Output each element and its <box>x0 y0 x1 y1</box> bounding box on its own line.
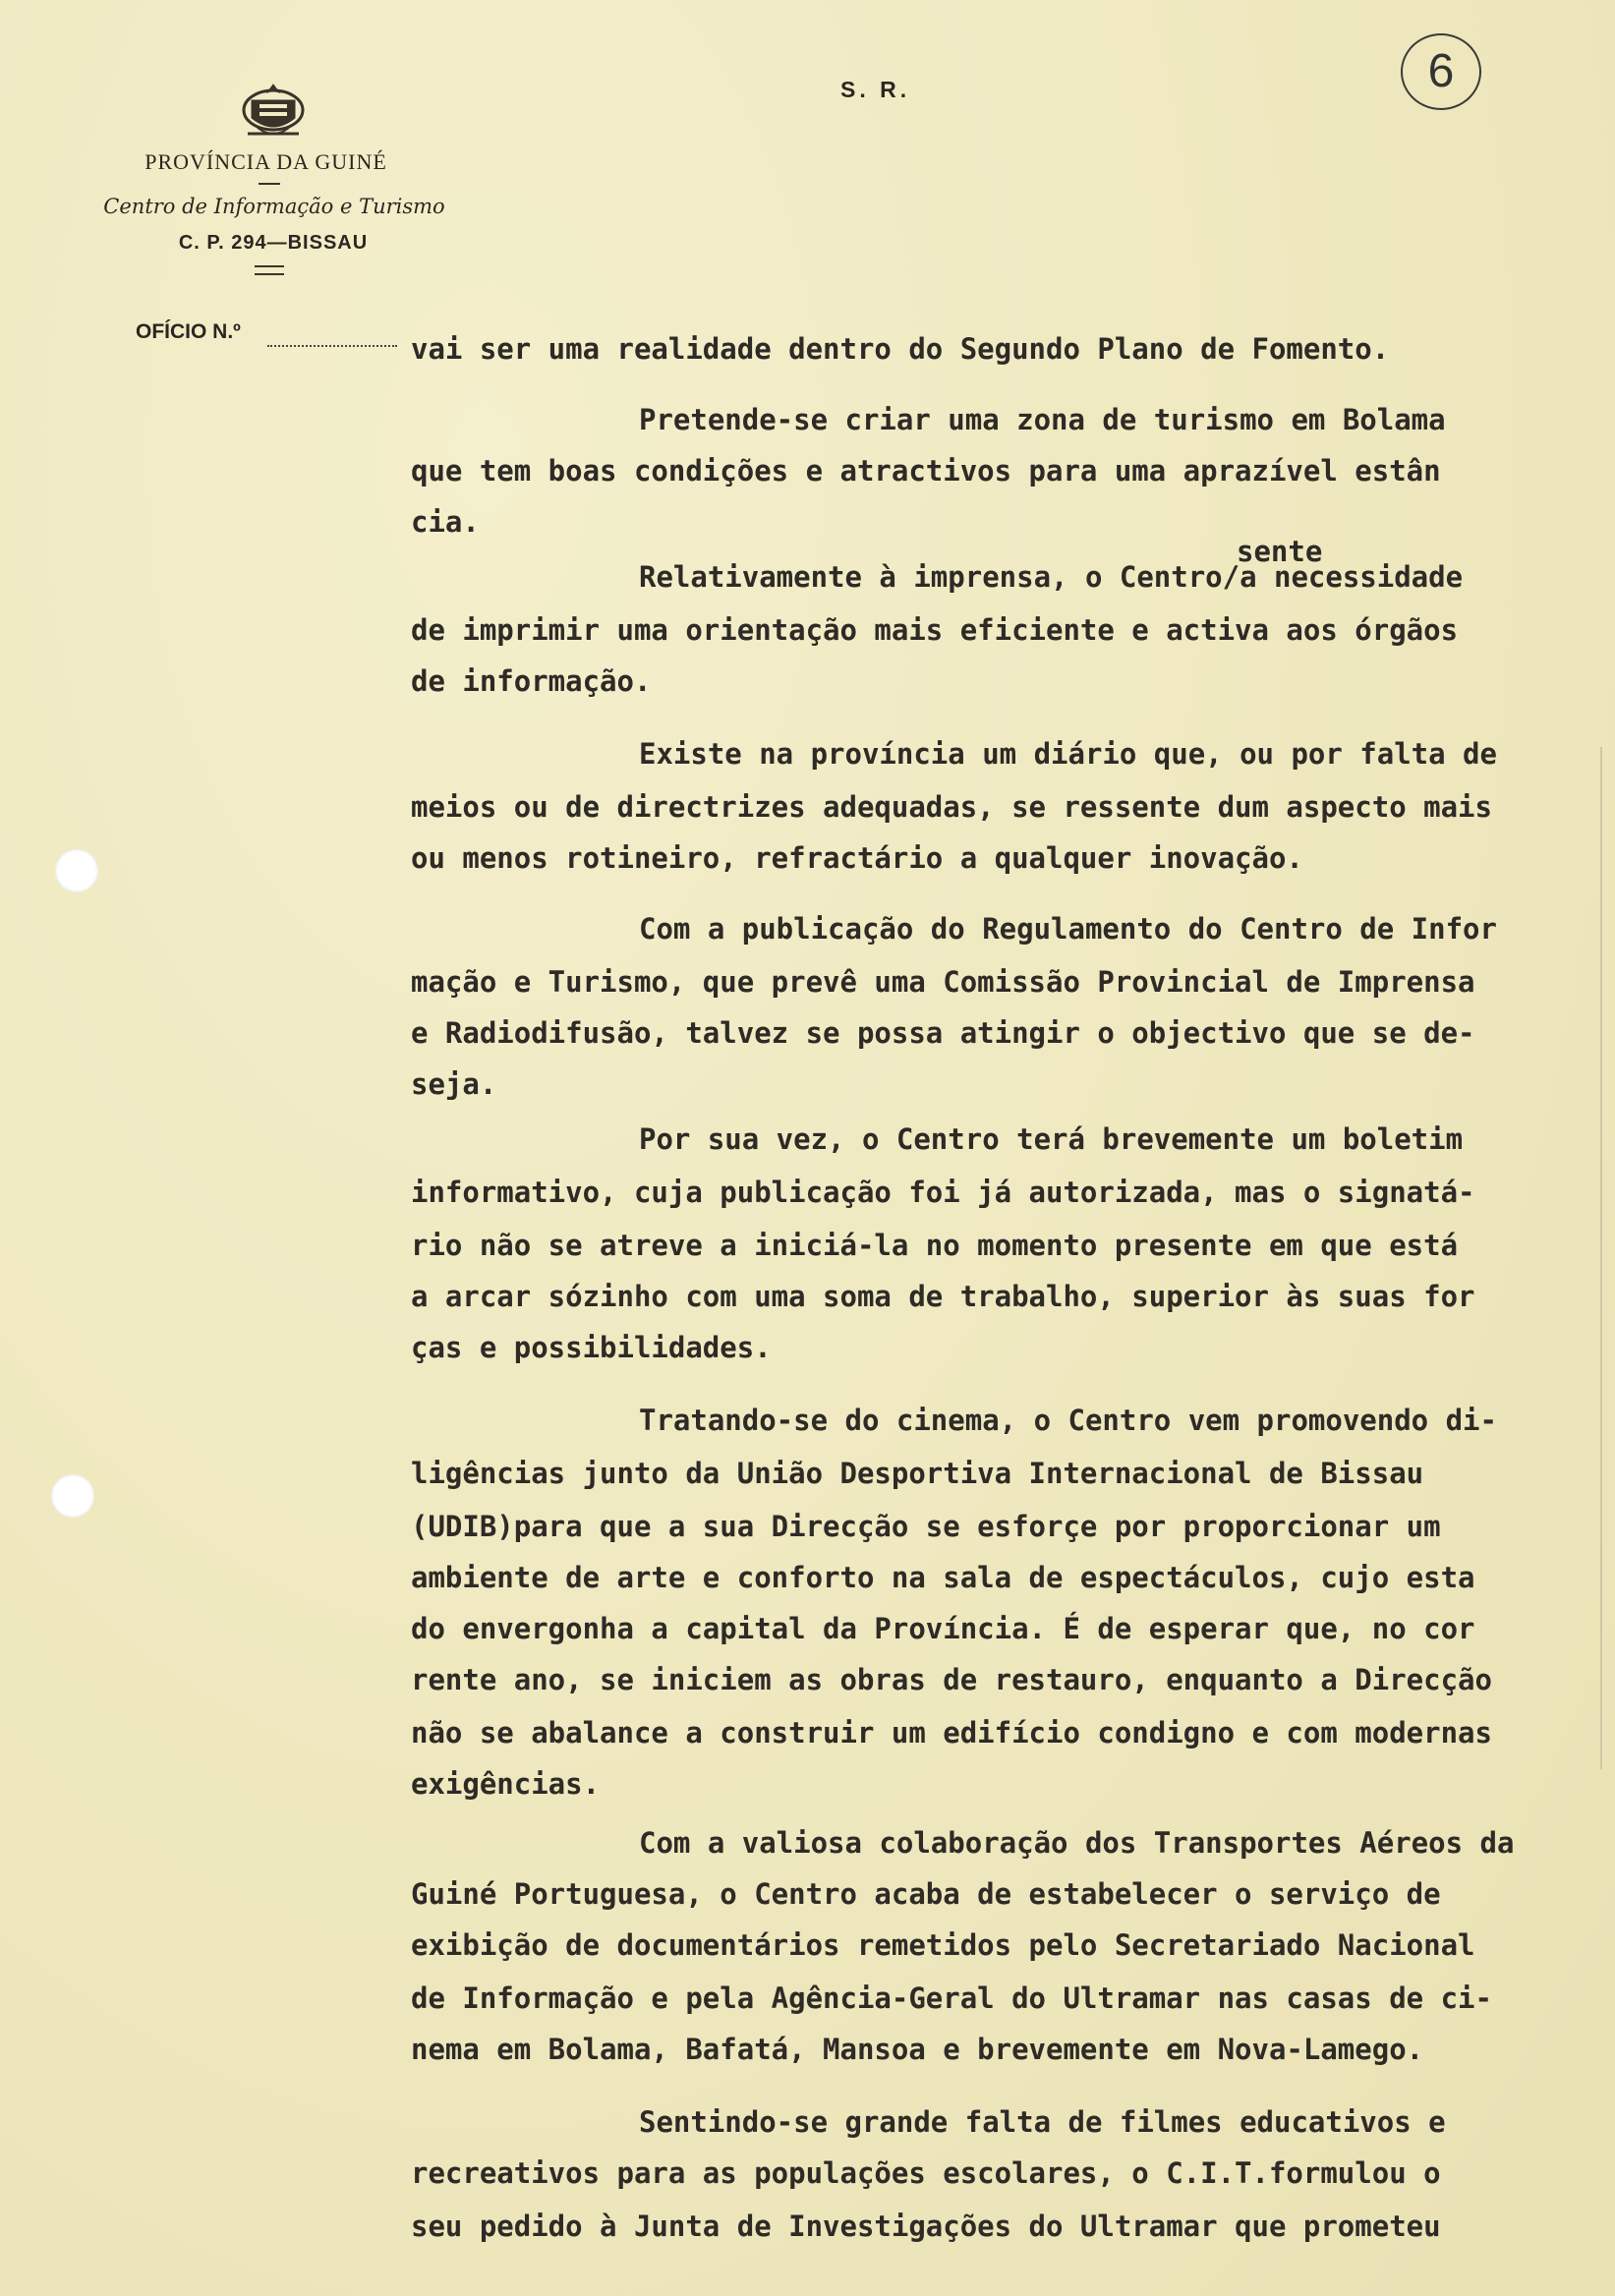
body-line: mação e Turismo, que prevê uma Comissão Provincial de Imprensa <box>411 965 1475 999</box>
body-line: ambiente de arte e conforto na sala de espectáculos, cujo esta <box>411 1561 1475 1594</box>
classification-mark: S. R. <box>840 77 911 102</box>
page-number-circle: 6 <box>1401 33 1481 110</box>
body-line: informativo, cuja publicação foi já autorizada, mas o signatá- <box>411 1176 1475 1209</box>
body-line: Relativamente à imprensa, o Centro/a necessidade <box>639 560 1464 594</box>
body-line: rio não se atreve a iniciá-la no momento presente em que está <box>411 1229 1459 1262</box>
body-line: ligências junto da União Desportiva Internacional de Bissau <box>411 1457 1424 1490</box>
body-line: exibição de documentários remetidos pelo Secretariado Nacional <box>411 1928 1475 1962</box>
body-line: a arcar sózinho com uma soma de trabalho, superior às suas for <box>411 1280 1475 1313</box>
body-line: seja. <box>411 1067 497 1101</box>
body-line: ças e possibilidades. <box>411 1331 772 1364</box>
punch-hole <box>55 849 98 892</box>
body-line: Tratando-se do cinema, o Centro vem promovendo di- <box>639 1404 1497 1437</box>
punch-hole <box>51 1474 94 1518</box>
body-line: (UDIB)para que a sua Direcção se esforçe por proporcionar um <box>411 1510 1441 1543</box>
coat-of-arms-icon <box>234 79 313 142</box>
body-line: não se abalance a construir um edifício condigno e com modernas <box>411 1716 1492 1750</box>
body-line: exigências. <box>411 1767 601 1801</box>
body-line: Sentindo-se grande falta de filmes educativos e <box>639 2105 1446 2139</box>
body-line: cia. <box>411 505 480 539</box>
letterhead-divider <box>255 265 284 267</box>
letterhead-postal-address: C. P. 294—BISSAU <box>178 232 369 254</box>
body-line: Pretende-se criar uma zona de turismo em Bolama <box>639 403 1446 436</box>
body-line: rente ano, se iniciem as obras de restauro, enquanto a Direcção <box>411 1663 1492 1696</box>
letterhead-centre: Centro de Informação e Turismo <box>103 195 445 218</box>
letterhead-province: PROVÍNCIA DA GUINÉ <box>144 149 387 174</box>
body-line: de informação. <box>411 664 652 698</box>
body-line: ou menos rotineiro, refractário a qualquer inovação. <box>411 841 1303 875</box>
body-line: que tem boas condições e atractivos para uma aprazível estân <box>411 454 1441 488</box>
paper-crease <box>1600 747 1602 1769</box>
body-line: Guiné Portuguesa, o Centro acaba de estabelecer o serviço de <box>411 1877 1441 1911</box>
letterhead-divider <box>255 273 284 275</box>
body-line: nema em Bolama, Bafatá, Mansoa e brevemente em Nova-Lamego. <box>411 2033 1424 2066</box>
body-line: recreativos para as populações escolares, o C.I.T.formulou o <box>411 2156 1441 2190</box>
body-line: meios ou de directrizes adequadas, se ressente dum aspecto mais <box>411 790 1492 824</box>
body-line: e Radiodifusão, talvez se possa atingir o objectivo que se de- <box>411 1016 1475 1050</box>
body-line: de Informação e pela Agência-Geral do Ultramar nas casas de ci- <box>411 1981 1492 2015</box>
oficio-number-label: OFÍCIO N.º <box>136 320 241 343</box>
body-line: do envergonha a capital da Província. É de esperar que, no cor <box>411 1612 1475 1645</box>
body-line: Existe na província um diário que, ou por falta de <box>639 737 1497 771</box>
handwritten-insertion: sente <box>1237 535 1323 568</box>
body-line: Com a valiosa colaboração dos Transportes Aéreos da <box>639 1826 1515 1860</box>
body-line: de imprimir uma orientação mais eficiente e activa aos órgãos <box>411 613 1459 647</box>
body-line: Com a publicação do Regulamento do Centro de Infor <box>639 912 1497 946</box>
letterhead-divider <box>259 183 280 185</box>
body-line: vai ser uma realidade dentro do Segundo Plano de Fomento. <box>411 332 1390 366</box>
oficio-number-blank <box>267 345 397 347</box>
body-line: seu pedido à Junta de Investigações do Ultramar que prometeu <box>411 2210 1441 2243</box>
body-line: Por sua vez, o Centro terá brevemente um boletim <box>639 1122 1464 1156</box>
